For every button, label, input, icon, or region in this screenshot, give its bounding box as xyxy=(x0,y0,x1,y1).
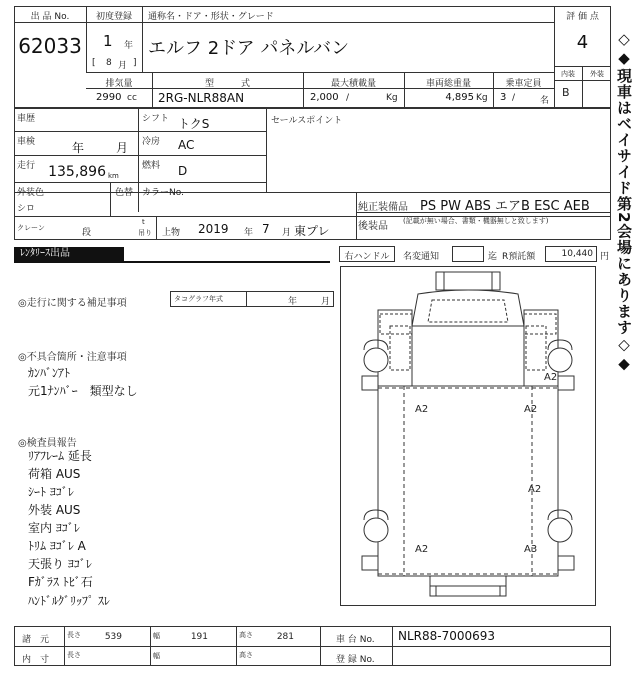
inner-height-label: 高さ xyxy=(239,651,253,659)
name-change-label: 名変通知 xyxy=(403,252,440,262)
inspector-line-3: ｼｰﾄ ﾖｺﾞﾚ xyxy=(28,485,74,499)
model-code-label: 型 式 xyxy=(204,79,250,89)
color-code-label: カラーNo. xyxy=(142,188,184,198)
first-reg-month-unit: 月 xyxy=(118,61,128,71)
capacity-value: 3 xyxy=(500,92,507,103)
first-reg-year: 1 xyxy=(103,32,113,50)
upper-maker: 東プレ xyxy=(294,224,330,238)
ext-color-label: 外装色 xyxy=(17,188,45,198)
defect-line-2: 元1ﾅﾝﾊﾞｰ 類型なし xyxy=(28,384,138,398)
std-equip-label: 純正装備品 xyxy=(358,202,408,213)
crane-stage-unit: 段 xyxy=(82,228,92,238)
fuel-value: D xyxy=(178,164,188,178)
displacement-label: 排気量 xyxy=(105,79,133,89)
dims-label: 諸 元 xyxy=(22,635,50,645)
inspector-line-9: ﾊﾝﾄﾞﾙｸﾞﾘｯﾌﾟ ｽﾚ xyxy=(28,594,110,608)
defect-line-1: ｶﾝﾊﾞﾝｱﾄ xyxy=(28,366,71,380)
capacity-unit: 名 xyxy=(540,96,550,106)
displacement-value: 2990 xyxy=(96,92,122,103)
recycle-amount: 10,440 xyxy=(561,249,593,259)
upper-month-unit: 月 xyxy=(282,228,292,238)
height-label: 高さ xyxy=(239,631,253,639)
fuel-label: 燃料 xyxy=(142,161,161,171)
gross-weight-unit: Kg xyxy=(476,93,488,103)
tacho-month-unit: 月 xyxy=(321,297,331,307)
inspector-line-6: ﾄﾘﾑ ﾖｺﾞﾚ A xyxy=(28,539,86,553)
capacity-label: 乗車定員 xyxy=(505,79,542,89)
width-label: 幅 xyxy=(153,632,160,640)
score-label: 評 価 点 xyxy=(566,12,599,22)
inspection-year-unit: 年 xyxy=(72,141,85,155)
max-load-label: 最大積載量 xyxy=(330,79,376,89)
ac-value: AC xyxy=(178,138,195,152)
gross-weight-value: 4,895 xyxy=(445,92,474,103)
ext-color-value: シロ xyxy=(17,204,36,214)
inspector-line-5: 室内 ﾖｺﾞﾚ xyxy=(28,521,80,535)
damage-mark-2: A2 xyxy=(415,404,429,415)
std-equip-value: PS PW ABS エアB ESC AEB xyxy=(420,199,590,214)
rental-label: ﾚﾝﾀﾘｰｽ出品 xyxy=(14,247,124,261)
reg-no-label: 登 録 No. xyxy=(336,655,375,665)
mileage-label: 走行 xyxy=(17,161,36,171)
model-name-label: 通称名・ドア・形状・グレード xyxy=(148,12,274,22)
lot-label: 出 品 No. xyxy=(30,12,70,22)
inspector-line-1: ﾘｱﾌﾚｰﾑ 延長 xyxy=(28,449,92,463)
inspector-line-8: Fｶﾞﾗｽ ﾄﾋﾞ石 xyxy=(28,575,93,589)
interior-grade: B xyxy=(562,86,570,99)
internal-dims-label: 内 寸 xyxy=(22,655,50,665)
max-load-unit: Kg xyxy=(386,93,398,103)
gross-weight-label: 車両総重量 xyxy=(425,79,471,89)
shift-label: シフト xyxy=(142,114,170,124)
tacho-label: タコグラフ年式 xyxy=(174,295,223,303)
upper-month: 7 xyxy=(262,222,270,236)
mileage-value: 135,896 xyxy=(48,164,106,180)
aftermarket-label: 後装品 xyxy=(358,221,388,232)
displacement-unit: cc xyxy=(127,93,137,103)
damage-mark-5: A2 xyxy=(415,544,429,555)
damage-mark-3: A2 xyxy=(524,404,538,415)
aftermarket-note: (記載が無い場合、書類・機器無しと致します) xyxy=(403,217,549,225)
crane-hoist-unit: 吊り xyxy=(138,229,152,237)
chassis-no: NLR88-7000693 xyxy=(398,629,496,643)
tacho-year-unit: 年 xyxy=(288,297,298,307)
color-no-label: 色替 xyxy=(115,188,134,198)
damage-mark-6: A3 xyxy=(524,544,538,555)
crane-ton-unit: t xyxy=(142,218,145,226)
damage-mark-1: A2 xyxy=(544,372,558,383)
name-change-box xyxy=(452,246,484,262)
upper-label: 上物 xyxy=(162,228,181,238)
deadline-label: 迄 xyxy=(488,252,498,262)
inner-width-label: 幅 xyxy=(153,652,160,660)
width-value: 191 xyxy=(190,632,208,642)
upper-year: 2019 xyxy=(198,222,229,236)
inspector-line-4: 外装 AUS xyxy=(28,503,81,517)
upper-year-unit: 年 xyxy=(244,228,254,238)
model-code: 2RG-NLR88AN xyxy=(158,91,245,105)
recycle-unit: 円 xyxy=(600,252,610,262)
first-reg-month: 8 xyxy=(106,58,112,68)
driving-notes-title: ◎走行に関する補足事項 xyxy=(18,298,127,309)
crane-label: クレーン xyxy=(17,224,45,232)
inner-length-label: 長さ xyxy=(67,651,81,659)
sales-point-label: セールスポイント xyxy=(271,116,343,126)
ac-label: 冷房 xyxy=(142,137,161,147)
max-load-value: 2,000 xyxy=(310,92,339,103)
first-reg-year-unit: 年 xyxy=(124,41,134,51)
chassis-label: 車 台 No. xyxy=(336,635,375,645)
interior-label: 内装 xyxy=(561,70,575,78)
height-value: 281 xyxy=(276,632,294,642)
location-notice: ◇◆現車はベイサイド第2会場にあります◇◆ xyxy=(615,30,633,374)
model-name: エルフ 2ドア パネルバン xyxy=(148,38,350,59)
inspection-month-unit: 月 xyxy=(116,141,129,155)
truck-outline xyxy=(340,266,596,606)
inspection-label: 車検 xyxy=(17,137,36,147)
recycle-label: R預託額 xyxy=(502,252,536,262)
inspector-title: ◎検査員報告 xyxy=(18,438,77,449)
score-value: 4 xyxy=(576,32,589,53)
length-label: 長さ xyxy=(67,631,81,639)
mileage-unit: km xyxy=(108,172,119,180)
length-value: 539 xyxy=(104,632,122,642)
inspector-line-7: 天張り ﾖｺﾞﾚ xyxy=(28,557,92,571)
exterior-label: 外装 xyxy=(590,70,604,78)
lot-number: 62033 xyxy=(18,34,82,58)
defects-title: ◎不具合箇所・注意事項 xyxy=(18,352,127,363)
right-handle-label: 右ハンドル xyxy=(344,252,390,262)
first-reg-label: 初度登録 xyxy=(95,12,132,22)
inspector-line-2: 荷箱 AUS xyxy=(28,467,81,481)
damage-mark-4: A2 xyxy=(528,484,542,495)
history-label: 車歴 xyxy=(17,114,36,124)
shift-value: トクS xyxy=(178,117,210,131)
